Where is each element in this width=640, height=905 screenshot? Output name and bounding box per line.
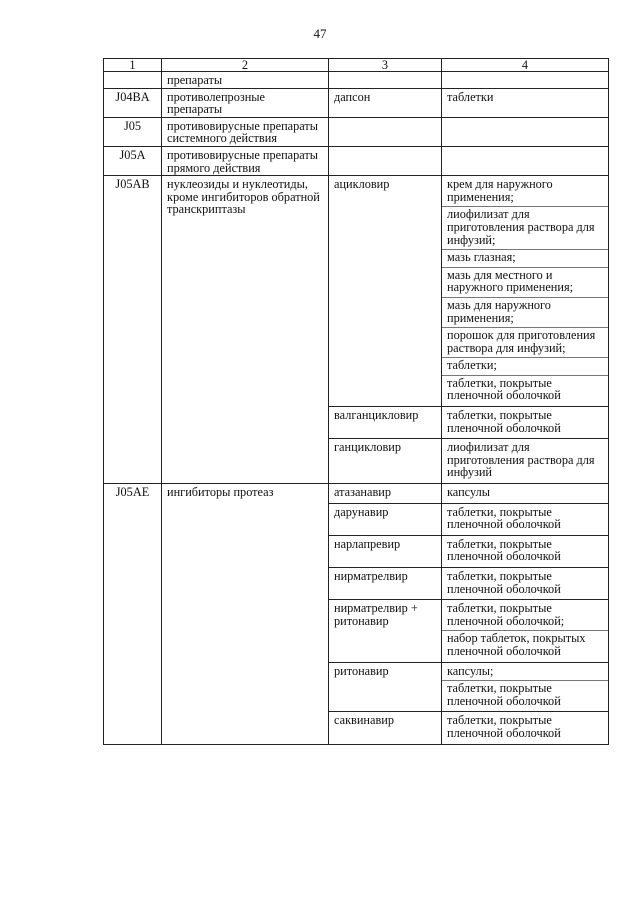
- drug-name-text: дарунавир: [334, 504, 389, 519]
- drug-name-text: ритонавир: [334, 663, 389, 678]
- column-header-2: 2: [162, 59, 329, 72]
- dosage-form: таблетки, покрытые пленочной оболочкой: [447, 713, 561, 740]
- dosage-form: лиофилизат для приготовления раствора для инфузий;: [442, 206, 608, 249]
- dosage-form: набор таблеток, покрытых пленочной оболочкой: [442, 630, 608, 660]
- dosage-forms: [442, 72, 609, 89]
- table-body: [104, 72, 609, 745]
- dosage-form: таблетки, покрытые пленочной оболочкой;: [447, 601, 565, 628]
- drug-name: [329, 503, 442, 535]
- dosage-form: таблетки;: [442, 357, 608, 375]
- drug-name-text: нарлапревир: [334, 536, 401, 551]
- atc-code: J04BA: [104, 88, 162, 117]
- dosage-form: лиофилизат для приготовления раствора для инфузий: [447, 440, 595, 480]
- drug-name: [329, 146, 442, 175]
- table-row: [104, 146, 609, 175]
- drug-name: [329, 407, 442, 439]
- drug-name-text: ганцикловир: [334, 440, 402, 455]
- dosage-forms: [442, 117, 609, 146]
- dosage-form: таблетки: [447, 89, 494, 104]
- dosage-form: таблетки, покрытые пленочной оболочкой: [442, 375, 608, 405]
- drug-name-text: ацикловир: [334, 177, 390, 192]
- drug-name: [329, 600, 442, 662]
- group-name: препараты: [162, 72, 329, 89]
- group-name: противолепрозные препараты: [162, 88, 329, 117]
- drug-name: [329, 88, 442, 117]
- dosage-forms: [442, 662, 609, 712]
- dosage-form: таблетки, покрытые пленочной оболочкой: [447, 504, 561, 532]
- atc-code: J05AE: [104, 484, 162, 745]
- dosage-forms: [442, 484, 609, 504]
- atc-code: J05: [104, 117, 162, 146]
- table-header: [104, 59, 609, 72]
- drug-name-text: саквинавир: [334, 713, 395, 728]
- column-header-3: 3: [329, 59, 442, 72]
- column-header-1: 1: [104, 59, 162, 72]
- drug-name: [329, 72, 442, 89]
- drug-name: [329, 117, 442, 146]
- table-row: [104, 176, 609, 407]
- group-name: ингибиторы протеаз: [162, 484, 329, 745]
- dosage-form: таблетки, покрытые пленочной оболочкой: [447, 569, 561, 596]
- dosage-form: мазь для местного и наружного применения;: [442, 267, 608, 297]
- atc-code: J05AB: [104, 176, 162, 484]
- dosage-forms: [442, 712, 609, 744]
- drug-name: [329, 712, 442, 744]
- dosage-form: таблетки, покрытые пленочной оболочкой: [447, 536, 561, 564]
- dosage-forms: [442, 568, 609, 600]
- dosage-form: капсулы;: [447, 663, 494, 678]
- dosage-form: крем для наружного применения;: [447, 177, 553, 204]
- atc-code: [104, 72, 162, 89]
- drug-name-text: нирматрелвир: [334, 569, 408, 583]
- drug-name-text: валганцикловир: [334, 408, 419, 423]
- dosage-forms: [442, 176, 609, 407]
- drug-name: [329, 439, 442, 484]
- group-name: нуклеозиды и нуклеотиды, кроме ингибиторов обратной транскриптазы: [162, 176, 329, 484]
- drug-name-text: атазанавир: [334, 485, 392, 500]
- column-header-4: 4: [442, 59, 609, 72]
- drug-name: [329, 568, 442, 600]
- drug-name-text: дапсон: [334, 89, 371, 104]
- table-row: [104, 484, 609, 504]
- dosage-form: таблетки, покрытые пленочной оболочкой: [447, 408, 561, 435]
- group-name: противовирусные препараты системного действия: [162, 117, 329, 146]
- group-name: противовирусные препараты прямого действия: [162, 146, 329, 175]
- dosage-form: порошок для приготовления раствора для инфузий;: [442, 327, 608, 357]
- drug-name: [329, 176, 442, 407]
- drug-name: [329, 535, 442, 567]
- drug-name: [329, 484, 442, 504]
- drug-table: [103, 58, 609, 745]
- page-number: 47: [313, 26, 327, 41]
- dosage-forms: [442, 503, 609, 535]
- dosage-form: мазь глазная;: [442, 249, 608, 267]
- dosage-forms: [442, 535, 609, 567]
- dosage-form: мазь для наружного применения;: [442, 297, 608, 327]
- dosage-forms: [442, 88, 609, 117]
- drug-name-text: нирматрелвир + ритонавир: [334, 601, 418, 628]
- dosage-forms: [442, 146, 609, 175]
- atc-code: J05A: [104, 146, 162, 175]
- dosage-form: таблетки, покрытые пленочной оболочкой: [442, 680, 608, 710]
- table-row: [104, 88, 609, 117]
- dosage-form: капсулы: [447, 485, 490, 500]
- dosage-forms: [442, 600, 609, 662]
- dosage-forms: [442, 439, 609, 484]
- table-row: [104, 117, 609, 146]
- table-row: [104, 72, 609, 89]
- drug-name: [329, 662, 442, 712]
- dosage-forms: [442, 407, 609, 439]
